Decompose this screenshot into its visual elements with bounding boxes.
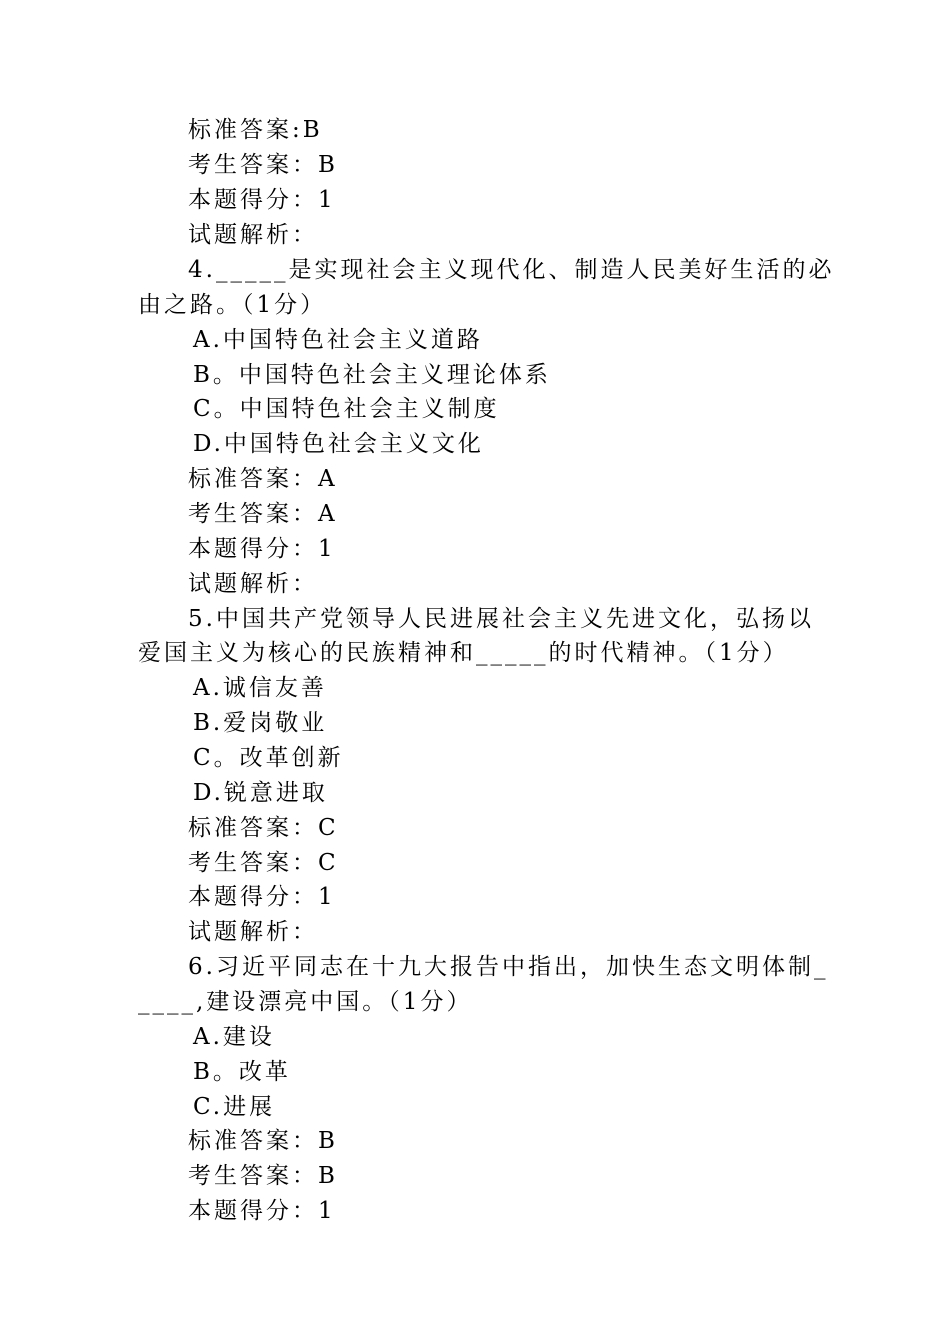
question-5-text: 5.中国共产党领导人民进展社会主义先进文化，弘扬以	[188, 606, 814, 632]
question-4-option-a: A.中国特色社会主义道路	[193, 327, 483, 353]
standard-answer-3: 标准答案:B	[188, 117, 323, 143]
score-4: 本题得分：1	[188, 536, 336, 562]
question-6-option-a: A.建设	[193, 1024, 275, 1050]
student-answer-4: 考生答案：A	[188, 501, 338, 527]
score-3: 本题得分：1	[188, 187, 336, 213]
question-5-option-a: A.诚信友善	[193, 675, 327, 701]
question-5-option-b: B.爱岗敬业	[193, 710, 328, 736]
question-6-text: 6.习近平同志在十九大报告中指出，加快生态文明体制_	[188, 954, 829, 980]
question-5-option-c: C。改革创新	[193, 745, 344, 771]
question-5-text-cont: 爱国主义为核心的民族精神和_____的时代精神。（1分）	[138, 640, 789, 666]
question-5-option-d: D.锐意进取	[193, 780, 328, 806]
question-4-option-c: C。中国特色社会主义制度	[193, 396, 500, 422]
analysis-4: 试题解析：	[188, 571, 318, 597]
student-answer-3: 考生答案：B	[188, 152, 338, 178]
standard-answer-4: 标准答案：A	[188, 466, 338, 492]
question-6-option-b: B。改革	[193, 1059, 291, 1085]
question-4-option-d: D.中国特色社会主义文化	[193, 431, 484, 457]
analysis-3: 试题解析：	[188, 222, 318, 248]
question-6-text-cont: ____,建设漂亮中国。（1分）	[138, 989, 473, 1015]
analysis-5: 试题解析：	[188, 919, 318, 945]
standard-answer-5: 标准答案：C	[188, 815, 339, 841]
standard-answer-6: 标准答案：B	[188, 1128, 338, 1154]
question-4-text: 4._____是实现社会主义现代化、制造人民美好生活的必	[188, 257, 835, 283]
question-6-option-c: C.进展	[193, 1094, 276, 1120]
score-6: 本题得分：1	[188, 1198, 336, 1224]
question-4-option-b: B。中国特色社会主义理论体系	[193, 362, 551, 388]
question-4-text-cont: 由之路。（1分）	[138, 292, 327, 318]
student-answer-5: 考生答案：C	[188, 850, 339, 876]
score-5: 本题得分：1	[188, 884, 336, 910]
student-answer-6: 考生答案：B	[188, 1163, 338, 1189]
